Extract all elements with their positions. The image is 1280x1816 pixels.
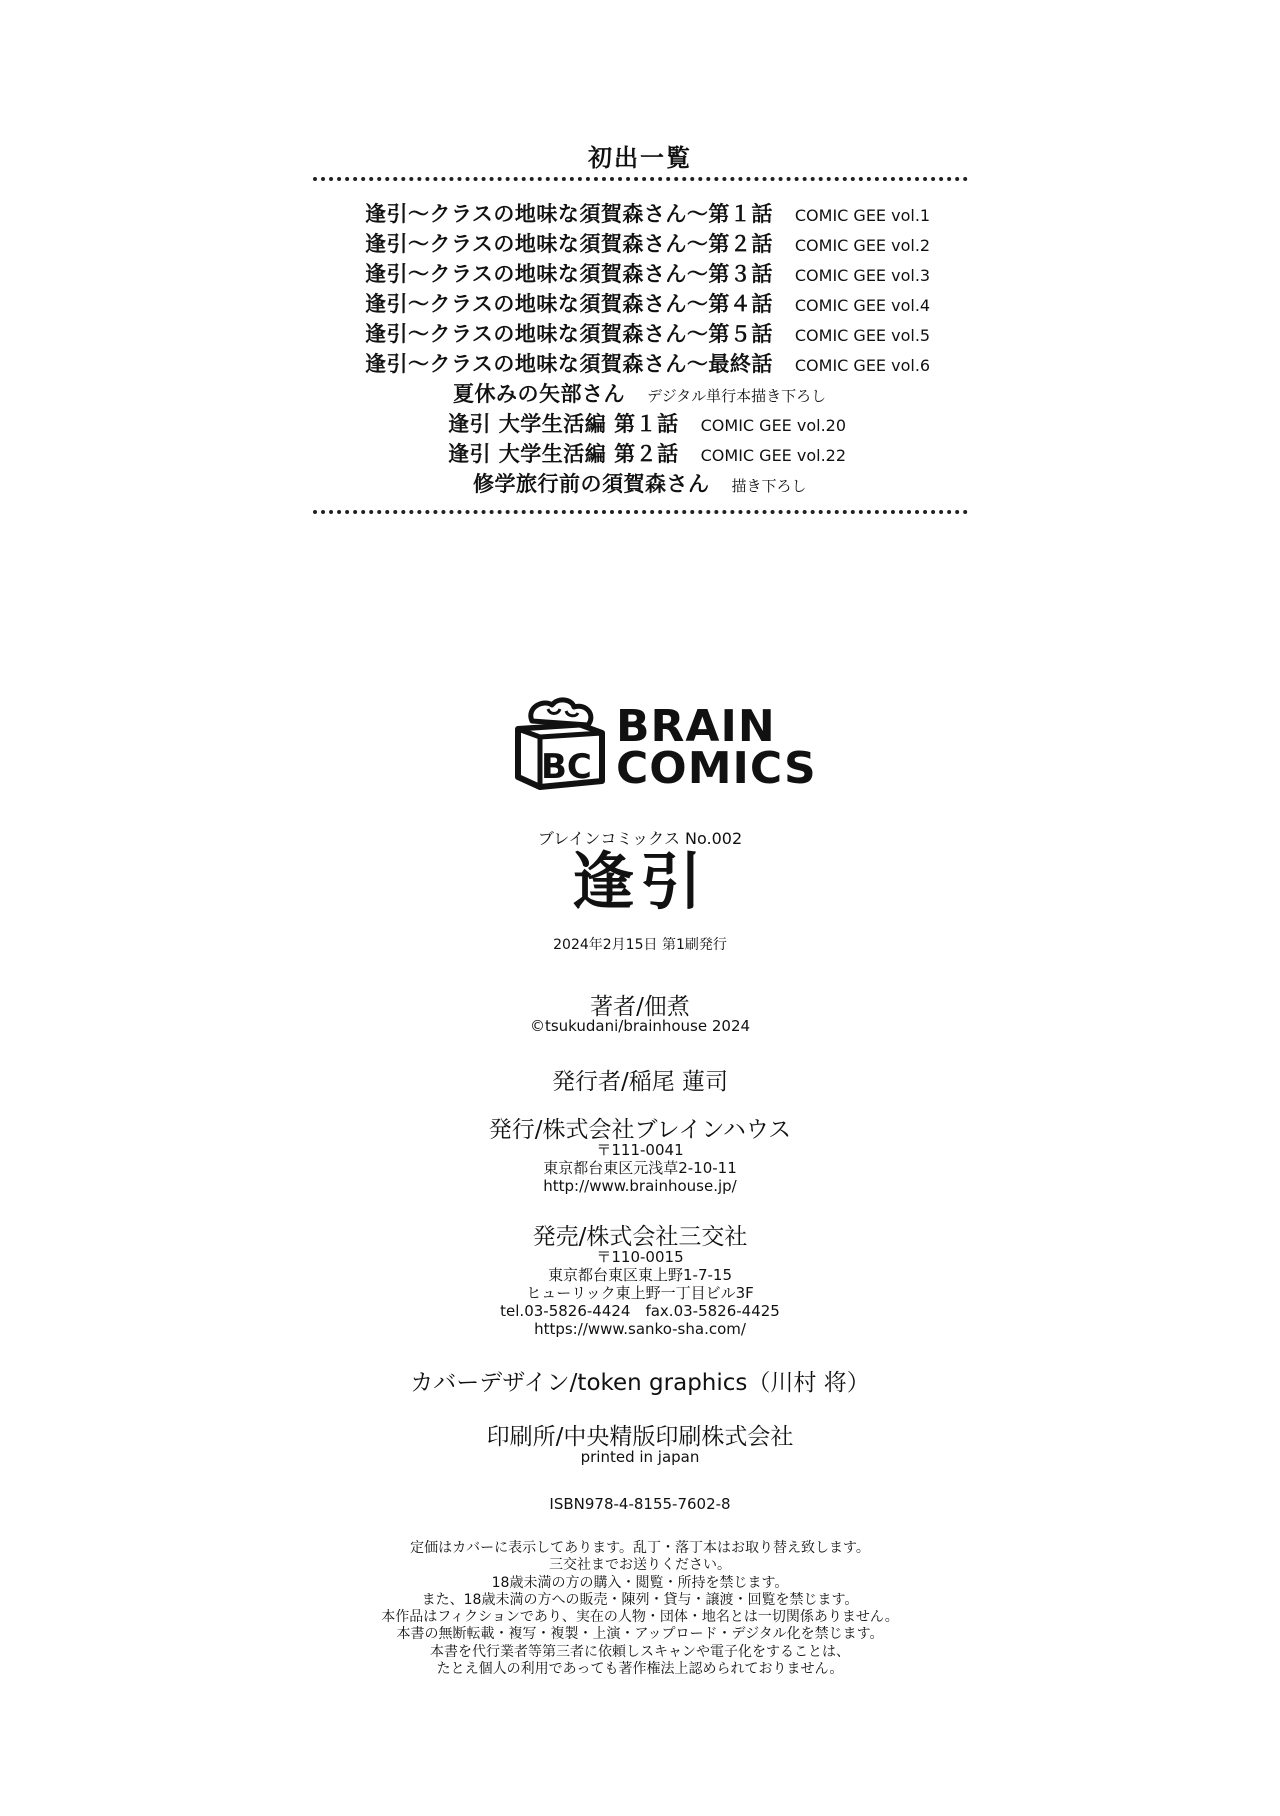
credit-source: COMIC GEE vol.3	[794, 266, 931, 285]
legal-note: 三交社までお送りください。	[549, 1557, 731, 1574]
logo-line2: COMICS	[616, 743, 817, 794]
brain-comics-logo	[510, 695, 817, 795]
list-item	[365, 318, 930, 348]
credit-source: COMIC GEE vol.20	[700, 416, 847, 435]
book-title: 逢引	[571, 845, 708, 918]
publisher: 発行/株式会社ブレインハウス	[488, 1117, 792, 1143]
credit-source: COMIC GEE vol.6	[794, 356, 931, 375]
credit-source: COMIC GEE vol.2	[794, 236, 931, 255]
credit-title: 逢引～クラスの地味な須賀森さん～第５話	[365, 322, 773, 346]
credit-title: 逢引～クラスの地味な須賀森さん～第３話	[365, 262, 773, 286]
credit-title: 夏休みの矢部さん	[453, 382, 625, 406]
list-item	[448, 408, 846, 438]
legal-note: 定価はカバーに表示してあります。乱丁・落丁本はお取り替え致します。	[410, 1540, 870, 1556]
list-item	[448, 438, 846, 468]
publisher-url: http://www.brainhouse.jp/	[543, 1177, 737, 1195]
credits-heading: 初出一覧	[588, 144, 692, 172]
bottom-dotted-divider	[313, 510, 968, 514]
publish-date: 2024年2月15日 第1刷発行	[553, 937, 727, 953]
legal-note: 本書の無断転載・複写・複製・上演・アップロード・デジタル化を禁じます。	[396, 1626, 884, 1643]
brain-cube-icon	[510, 695, 608, 793]
list-item	[473, 468, 807, 498]
list-item	[365, 258, 930, 288]
credit-source: COMIC GEE vol.22	[700, 446, 847, 465]
distributor-url: https://www.sanko-sha.com/	[534, 1320, 746, 1338]
cover-design: カバーデザイン/token graphics（川村 将）	[410, 1370, 870, 1396]
publisher-zip: 〒111-0041	[596, 1141, 684, 1159]
legal-note: 本作品はフィクションであり、実在の人物・団体・地名とは一切関係ありません。	[381, 1609, 899, 1626]
credit-source: COMIC GEE vol.1	[794, 206, 931, 225]
list-item	[365, 198, 930, 228]
top-dotted-divider	[313, 177, 968, 181]
credit-title: 逢引～クラスの地味な須賀森さん～最終話	[365, 352, 773, 376]
credit-title: 逢引～クラスの地味な須賀森さん～第１話	[365, 202, 773, 226]
list-item	[365, 348, 930, 378]
credit-source: COMIC GEE vol.5	[794, 326, 931, 345]
list-item	[453, 378, 826, 408]
distributor-zip: 〒110-0015	[596, 1248, 684, 1266]
logo-line1: BRAIN	[616, 701, 776, 752]
credit-title: 逢引～クラスの地味な須賀森さん～第２話	[365, 232, 773, 256]
credit-title: 逢引 大学生活編 第１話	[448, 412, 679, 436]
printed-in: printed in japan	[580, 1448, 700, 1466]
credit-source: デジタル単行本描き下ろし	[647, 387, 827, 405]
credit-source: COMIC GEE vol.4	[794, 296, 931, 315]
logo-badge: BC	[541, 747, 592, 787]
series-label: ブレインコミックス No.002	[537, 829, 743, 848]
issuer: 発行者/稲尾 蓮司	[551, 1069, 729, 1095]
credit-source: 描き下ろし	[731, 477, 807, 495]
publisher-address: 東京都台東区元浅草2-10-11	[543, 1159, 737, 1177]
credit-title: 逢引 大学生活編 第２話	[448, 442, 679, 466]
legal-note: 本書を代行業者等第三者に依頼しスキャンや電子化をすることは、	[430, 1643, 850, 1660]
list-item	[365, 288, 930, 318]
distributor-address: 東京都台東区東上野1-7-15	[548, 1266, 732, 1284]
legal-note: たとえ個人の利用であっても著作権法上認められておりません。	[436, 1661, 844, 1678]
isbn: ISBN978-4-8155-7602-8	[549, 1495, 731, 1513]
credit-title: 修学旅行前の須賀森さん	[473, 472, 710, 496]
legal-note: 18歳未満の方の購入・閲覧・所持を禁じます。	[491, 1574, 789, 1591]
printer: 印刷所/中央精版印刷株式会社	[486, 1424, 794, 1450]
author: 著者/佃煮	[590, 994, 690, 1020]
legal-notes	[0, 1540, 1280, 1678]
copyright: ©tsukudani/brainhouse 2024	[529, 1017, 751, 1035]
distributor: 発売/株式会社三交社	[532, 1224, 748, 1250]
distributor-building: ヒューリック東上野一丁目ビル3F	[526, 1284, 754, 1302]
legal-note: また、18歳未満の方への販売・陳列・貸与・譲渡・回覧を禁じます。	[421, 1591, 859, 1608]
distributor-phone: tel.03-5826-4424 fax.03-5826-4425	[500, 1302, 780, 1320]
credit-title: 逢引～クラスの地味な須賀森さん～第４話	[365, 292, 773, 316]
list-item	[365, 228, 930, 258]
